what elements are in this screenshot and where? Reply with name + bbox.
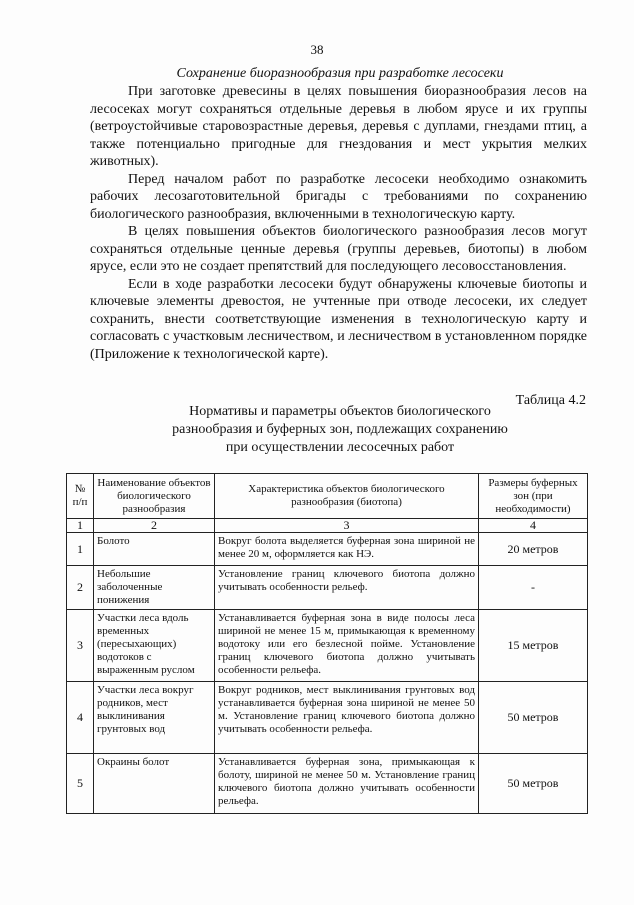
table-row <box>67 566 588 610</box>
row-description: Вокруг родников, мест выклинивания грунтовых вод устанавливается буферная зона шириной не менее 50 м. Установление границ ключевого биотопа должно учитывать особенности рельефа. <box>215 682 479 754</box>
row-buffer-size: 20 метров <box>479 533 588 566</box>
row-buffer-size: 50 метров <box>479 682 588 754</box>
row-number: 1 <box>67 533 94 566</box>
column-index: 3 <box>215 519 479 533</box>
table-row <box>67 682 588 754</box>
header-buffer-size: Размеры буферных зон (при необходимости) <box>479 474 588 519</box>
table-title-line: Нормативы и параметры объектов биологического <box>189 404 491 419</box>
paragraph: При заготовке древесины в целях повышения биоразнообразия лесов на лесосеках могут сохраняться отдельные деревья в любом ярусе и их группы (ветроустойчивые старовозрастные деревья, деревья с дуплами, гнездами птиц, а также потенциально пригодные для гнездования и мест укрытия мелких животных). <box>90 84 587 169</box>
table-row <box>67 754 588 814</box>
row-object-name: Болото <box>94 533 215 566</box>
table-header-row <box>67 474 588 519</box>
column-index: 4 <box>479 519 588 533</box>
paragraph: Если в ходе разработки лесосеки будут обнаружены ключевые биотопы и ключевые элементы древостоя, не учтенные при отводе лесосеки, их следует сохранить, внести соответствующие изменения в технологическую карту и согласовать с участковым лесничеством, и лесничеством в установленном порядке (Приложение к технологической карте). <box>90 276 587 362</box>
table-title <box>110 403 570 457</box>
row-object-name: Окраины болот <box>94 754 215 814</box>
row-description: Устанавливается буферная зона, примыкающая к болоту, шириной не менее 50 м. Установление границ ключевого биотопа должно учитывать особенности рельефа. <box>215 754 479 814</box>
row-description: Вокруг болота выделяется буферная зона шириной не менее 20 м, оформляется как НЭ. <box>215 533 479 566</box>
row-description: Устанавливается буферная зона в виде полосы леса шириной не менее 15 м, примыкающая к временному водотоку или его безлесной пойме. Установление границ ключевого биотопа должно учитывать особенности рельефа. <box>215 610 479 682</box>
row-number: 5 <box>67 754 94 814</box>
table-row <box>67 533 588 566</box>
body-text <box>90 83 587 363</box>
table-index-row <box>67 519 588 533</box>
paragraph: В целях повышения объектов биологического разнообразия лесов могут сохраняться отдельные ценные деревья (группы деревьев, биотопы) в любом ярусе, если это не создает препятствий для последующего лесовосстановления. <box>90 224 587 274</box>
norms-table <box>66 473 588 814</box>
header-number: № п/п <box>67 474 94 519</box>
page-number: 38 <box>310 42 324 57</box>
section-title: Сохранение биоразнообразия при разработке лесосеки <box>176 66 504 81</box>
row-number: 2 <box>67 566 94 610</box>
row-buffer-size: 15 метров <box>479 610 588 682</box>
column-index: 1 <box>67 519 94 533</box>
header-name: Наименование объектов биологического разнообразия <box>94 474 215 519</box>
table-row <box>67 610 588 682</box>
row-buffer-size: 50 метров <box>479 754 588 814</box>
table-title-line: при осуществлении лесосечных работ <box>225 440 455 455</box>
column-index: 2 <box>94 519 215 533</box>
table-title-line: разнообразия и буферных зон, подлежащих сохранению <box>172 422 508 437</box>
row-object-name: Участки леса вокруг родников, мест выклинивания грунтовых вод <box>94 682 215 754</box>
row-description: Установление границ ключевого биотопа должно учитывать особенности рельеф. <box>215 566 479 610</box>
row-number: 3 <box>67 610 94 682</box>
paragraph: Перед началом работ по разработке лесосеки необходимо ознакомить рабочих лесозаготовительной бригады с требованиями по сохранению биологического разнообразия, включенными в технологическую карту. <box>90 171 587 222</box>
row-buffer-size: - <box>479 566 588 610</box>
row-object-name: Небольшие заболоченные понижения <box>94 566 215 610</box>
norms-table-container <box>66 473 587 814</box>
header-characteristics: Характеристика объектов биологического разнообразия (биотопа) <box>215 474 479 519</box>
row-object-name: Участки леса вдоль временных (пересыхающих) водотоков с выраженным руслом <box>94 610 215 682</box>
table-label: Таблица 4.2 <box>515 393 586 408</box>
row-number: 4 <box>67 682 94 754</box>
